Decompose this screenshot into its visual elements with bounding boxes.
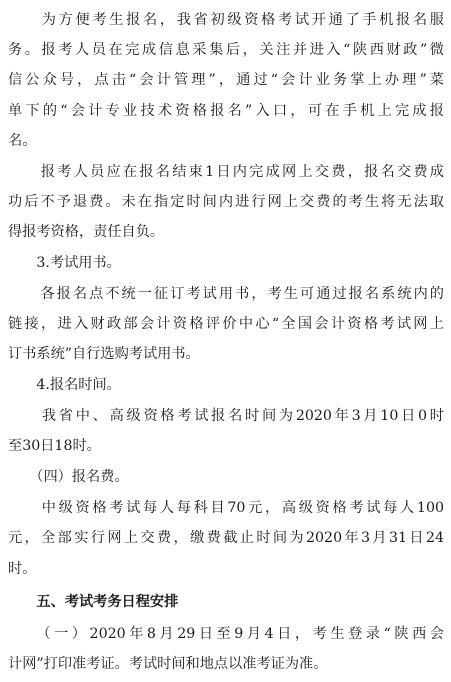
- section-heading: 3.考试用书。: [8, 255, 121, 271]
- text-line: 得报考资格，责任自负。: [8, 224, 165, 240]
- text-line: 计网”打印准考证。考试时间和地点以准考证为准。: [8, 656, 328, 672]
- text-line: 为方便考生报名，我省初级资格考试开通了手机报名服: [8, 12, 444, 28]
- text-line: 元，全部实行网上交费，缴费截止时间为2020年3月31日24: [8, 530, 444, 546]
- text-line: 单下的“会计专业技术资格报名”入口，可在手机上完成报: [8, 103, 444, 119]
- text-line: 至30日18时。: [8, 438, 101, 454]
- text-line: （一）2020年8月29日至9月4日，考生登录“陕西会: [8, 626, 444, 642]
- text-line: 我省中、高级资格考试报名时间为2020年3月10日0时: [8, 408, 444, 424]
- text-line: 报考人员应在报名结束1日内完成网上交费，报名交费成: [8, 164, 444, 180]
- text-line: 务。报考人员在完成信息采集后，关注并进入“陕西财政”微: [8, 42, 444, 58]
- text-line: 中级资格考试每人每科目70元，高级资格考试每人100: [8, 500, 444, 516]
- text-line: 时。: [8, 561, 37, 577]
- text-line: 各报名点不统一征订考试用书，考生可通过报名系统内的: [8, 286, 444, 302]
- text-line: 订书系统”自行选购考试用书。: [8, 346, 200, 362]
- text-line: 链接，进入财政部会计资格评价中心“全国会计资格考试网上: [8, 316, 444, 332]
- text-line: 名。: [8, 133, 37, 149]
- section-heading: 4.报名时间。: [8, 377, 121, 393]
- text-line: 功后不予退费。未在指定时间内进行网上交费的考生将无法取: [8, 194, 444, 210]
- section-heading: 五、考试考务日程安排: [8, 594, 179, 610]
- text-line: 信公众号，点击“会计管理”，通过“会计业务掌上办理”菜: [8, 72, 444, 88]
- section-heading: （四）报名费。: [8, 469, 129, 485]
